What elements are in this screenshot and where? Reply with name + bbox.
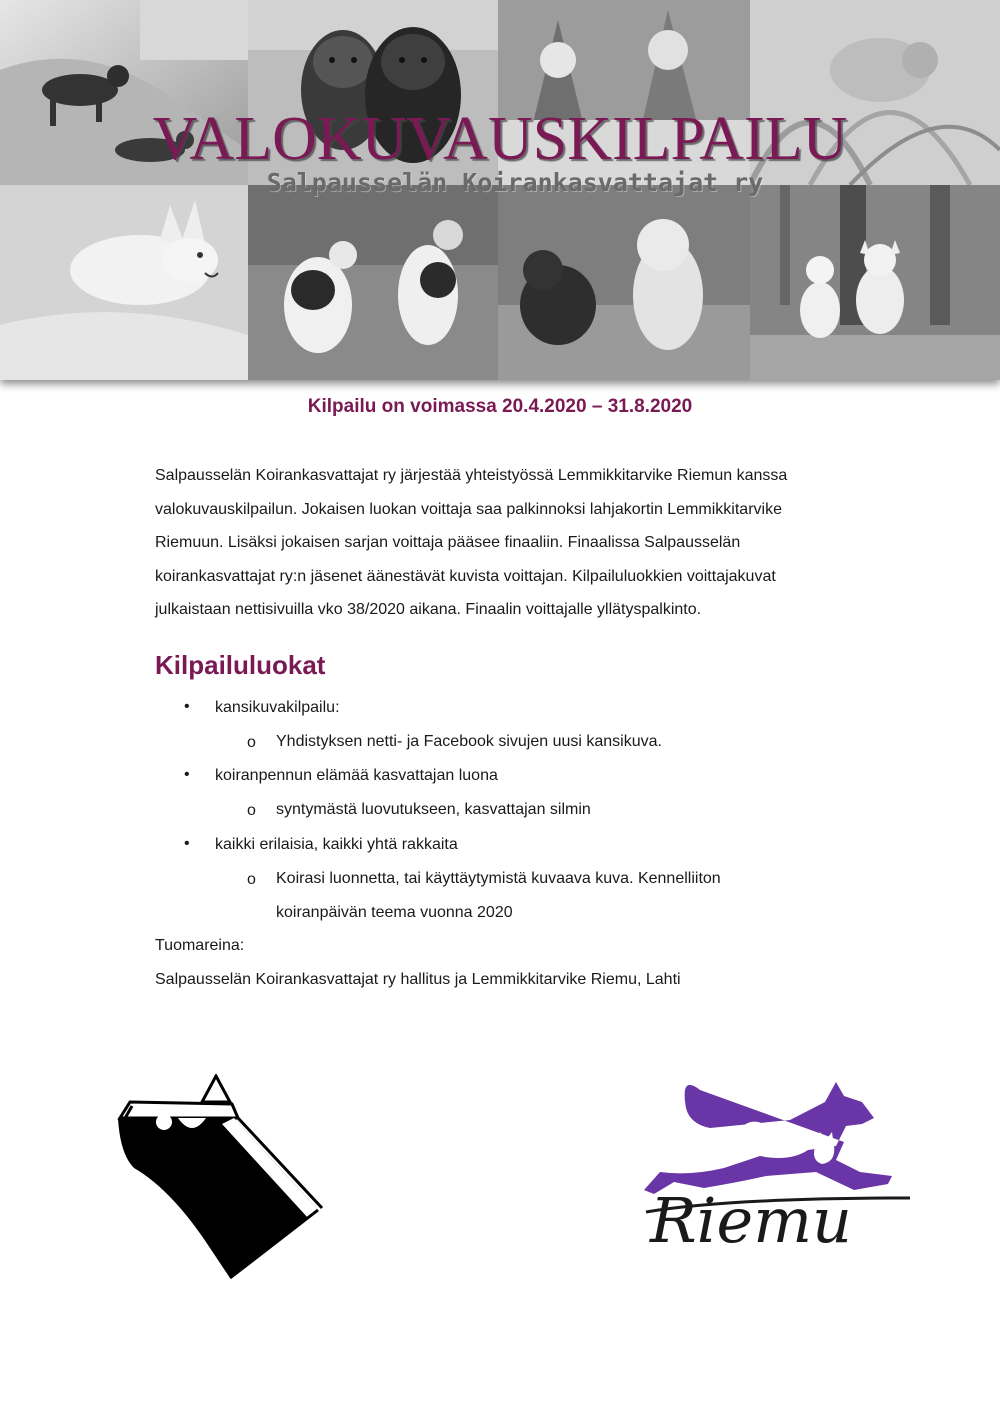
- riemu-logo: [640, 1072, 920, 1277]
- bullet-icon: •: [184, 766, 190, 783]
- bullet-icon: •: [184, 835, 190, 852]
- intro-line: Riemuun. Lisäksi jokaisen sarjan voittaja pääsee finaaliin. Finaalissa Salpausselän: [155, 534, 741, 551]
- riemu-logo-text: Riemu: [650, 1184, 852, 1257]
- intro-line: julkaistaan nettisivuilla vko 38/2020 aikana. Finaalin voittajalle yllätyspalkinto.: [155, 601, 702, 618]
- header-banner: [0, 0, 1000, 380]
- category-subitem: syntymästä luovutukseen, kasvattajan silmin: [276, 801, 591, 818]
- category-item: kansikuvakilpailu:: [215, 699, 340, 716]
- white-dog-in-snow-photo: [0, 185, 248, 380]
- sub-bullet-icon: o: [247, 802, 256, 819]
- section-heading: Kilpailuluokat: [155, 650, 326, 680]
- intro-line: koirankasvattajat ry:n jäsenet äänestävät kuvista voittajan. Kilpailuluokkien voittajakuvat: [155, 567, 776, 585]
- banner-title: VALOKUVAUSKILPAILU: [152, 105, 848, 173]
- judges-names: Salpausselän Koirankasvattajat ry hallitus ja Lemmikkitarvike Riemu, Lahti: [155, 971, 681, 988]
- category-item: koiranpennun elämää kasvattajan luona: [215, 767, 498, 784]
- two-chihuahuas-photo: [750, 185, 1000, 380]
- riemu-logo-graphic: [640, 1072, 920, 1272]
- category-subitem-continued: koiranpäivän teema vuonna 2020: [276, 904, 513, 921]
- salpausselka-club-logo: [112, 1074, 324, 1285]
- two-poodles-photo: [498, 185, 750, 380]
- bullet-icon: •: [184, 698, 190, 715]
- two-terriers-playing-photo: [248, 185, 498, 380]
- contest-dates: Kilpailu on voimassa 20.4.2020 – 31.8.2020: [307, 396, 693, 417]
- intro-line: valokuvauskilpailun. Jokaisen luokan voittaja saa palkinnoksi lahjakortin Lemmikkitarvike: [155, 500, 782, 518]
- club-logo-emblem: [112, 1074, 324, 1280]
- category-subitem: Yhdistyksen netti- ja Facebook sivujen uusi kansikuva.: [276, 733, 662, 750]
- intro-paragraph: [155, 459, 855, 627]
- sub-bullet-icon: o: [247, 734, 256, 751]
- sub-bullet-icon: o: [247, 871, 256, 888]
- category-subitem: Koirasi luonnetta, tai käyttäytymistä kuvaava kuva. Kennelliiton: [276, 870, 721, 887]
- judges-label: Tuomareina:: [155, 937, 245, 954]
- intro-line: Salpausselän Koirankasvattajat ry järjestää yhteistyössä Lemmikkitarvike Riemun kanssa: [155, 467, 788, 484]
- category-item: kaikki erilaisia, kaikki yhtä rakkaita: [215, 836, 458, 853]
- banner-subtitle: Salpausselän Koirankasvattajat ry: [266, 168, 764, 197]
